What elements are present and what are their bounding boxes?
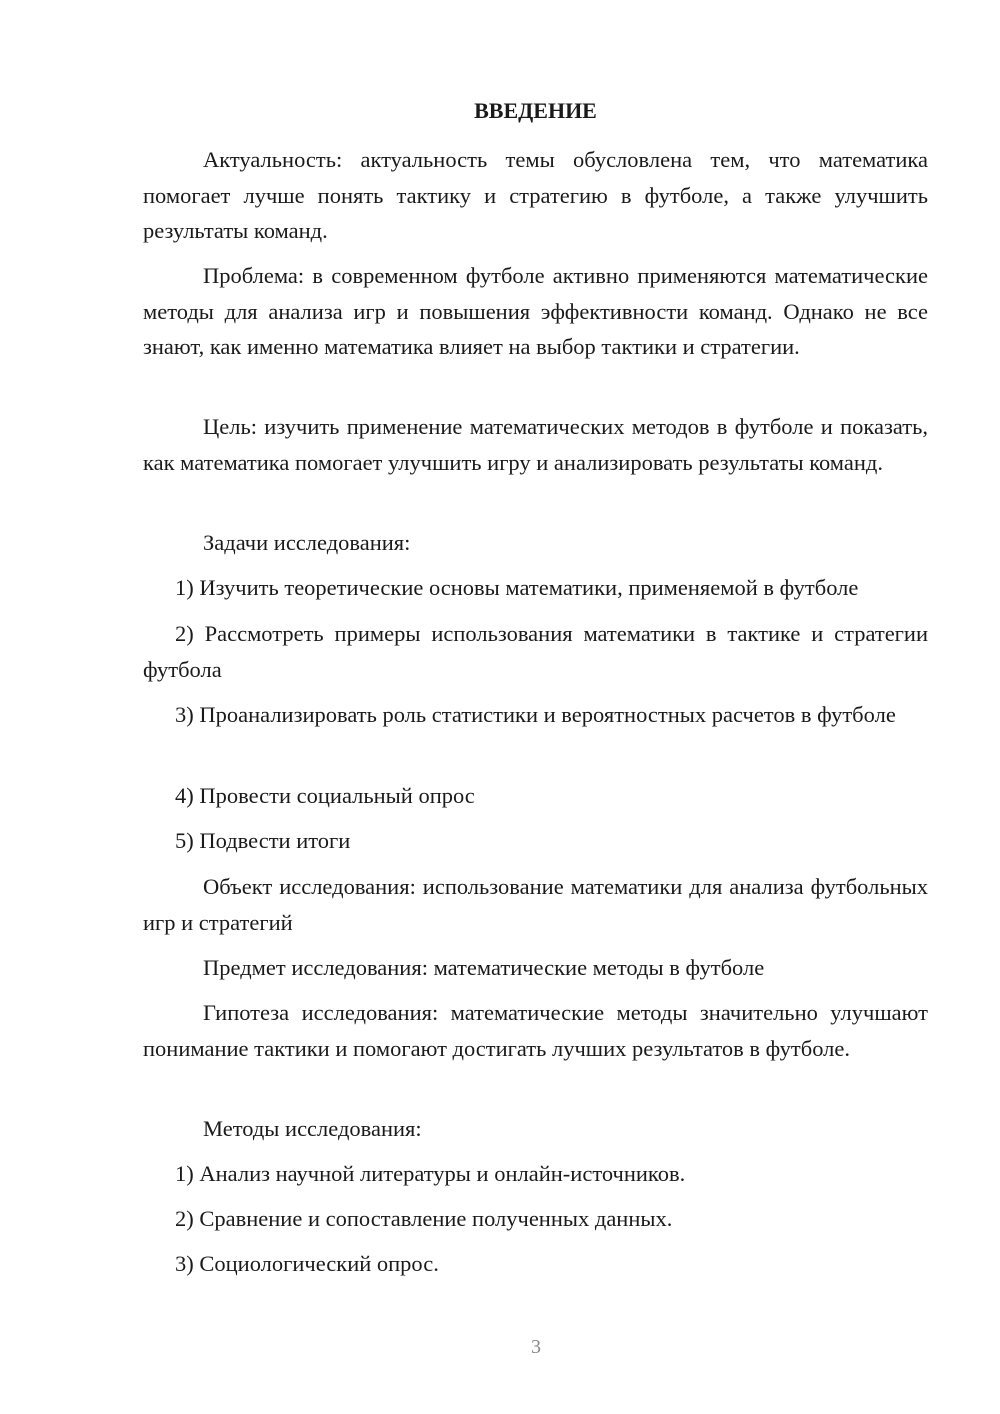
page-number: 3 [531,1336,541,1358]
task-item-3: 3) Проанализировать роль статистики и вероятностных расчетов в футболе [175,702,896,727]
goal-paragraph: Цель: изучить применение математических методов в футболе и показать, как математика помогает улучшить игру и анализировать результаты команд. [143,414,928,475]
object-paragraph: Объект исследования: использование математики для анализа футбольных игр и стратегий [143,874,928,935]
method-item-1: 1) Анализ научной литературы и онлайн-источников. [175,1161,686,1186]
page-title: ВВЕДЕНИЕ [474,98,597,123]
problem-paragraph: Проблема: в современном футболе активно применяются математические методы для анализа игр и повышения эффективности команд. Однако не все знают, как именно математика влияет на выбор тактики и стратегии. [143,263,928,359]
task-item-5: 5) Подвести итоги [175,828,351,853]
task-item-1: 1) Изучить теоретические основы математики, применяемой в футболе [175,575,859,600]
methods-heading: Методы исследования: [203,1116,422,1141]
subject-paragraph: Предмет исследования: математические методы в футболе [203,955,765,980]
task-item-4: 4) Провести социальный опрос [175,783,475,808]
relevance-paragraph: Актуальность: актуальность темы обусловлена тем, что математика помогает лучше понять тактику и стратегию в футболе, а также улучшить результаты команд. [143,147,928,243]
method-item-3: 3) Социологический опрос. [175,1251,439,1276]
method-item-2: 2) Сравнение и сопоставление полученных данных. [175,1206,673,1231]
task-item-2: 2) Рассмотреть примеры использования математики в тактике и стратегии футбола [143,621,928,682]
hypothesis-paragraph: Гипотеза исследования: математические методы значительно улучшают понимание тактики и помогают достигать лучших результатов в футболе. [143,1000,928,1061]
tasks-heading: Задачи исследования: [203,530,411,555]
